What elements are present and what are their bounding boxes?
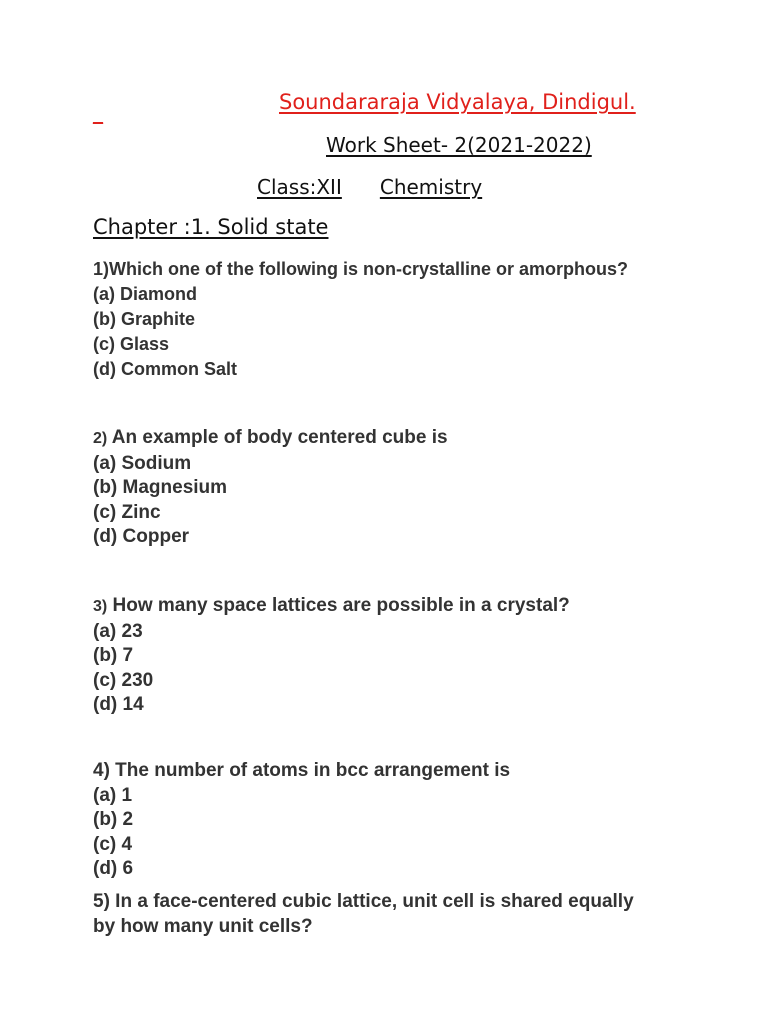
option-c: (c) Zinc xyxy=(93,501,161,523)
subject-label: Chemistry xyxy=(379,175,483,199)
option-c: (c) Glass xyxy=(93,334,170,354)
question-stem xyxy=(93,257,628,282)
option-d: (d) Copper xyxy=(93,526,190,547)
header-marker: _ xyxy=(93,100,103,124)
question-4 xyxy=(93,759,510,882)
question-3 xyxy=(93,594,570,718)
question-number: 1) xyxy=(93,259,110,279)
option-c: (c) 4 xyxy=(93,833,133,855)
question-stem xyxy=(93,759,510,784)
question-text: An example of body centered cube is xyxy=(107,427,448,448)
option-a: (a) 23 xyxy=(93,620,143,642)
worksheet-title: Work Sheet- 2(2021-2022) xyxy=(326,133,592,157)
question-text: In a face-centered cubic lattice, unit cell is shared equally by how many unit cells? xyxy=(93,891,634,937)
question-stem xyxy=(93,426,448,452)
question-1 xyxy=(93,257,628,382)
question-number: 4) xyxy=(93,760,110,781)
option-b: (b) Magnesium xyxy=(93,477,228,498)
option-d: (d) Common Salt xyxy=(93,359,237,379)
question-number: 2) xyxy=(93,430,108,447)
option-d: (d) 14 xyxy=(93,694,144,715)
option-b: (b) 2 xyxy=(93,809,134,830)
class-subject-line xyxy=(257,175,482,199)
option-d: (d) 6 xyxy=(93,858,134,879)
question-2 xyxy=(93,426,448,550)
class-label: Class:XII xyxy=(257,175,342,199)
option-a: (a) Sodium xyxy=(93,452,192,474)
chapter-title: Chapter :1. Solid state xyxy=(93,215,329,239)
question-number: 3) xyxy=(93,598,108,615)
option-c: (c) 230 xyxy=(93,669,154,691)
option-b: (b) Graphite xyxy=(93,309,195,329)
option-a: (a) Diamond xyxy=(93,284,198,304)
question-stem xyxy=(93,889,653,939)
question-number: 5) xyxy=(93,891,110,912)
question-text: The number of atoms in bcc arrangement is xyxy=(109,760,511,781)
question-text: Which one of the following is non-crystalline or amorphous? xyxy=(109,259,629,279)
school-title: Soundararaja Vidyalaya, Dindigul. xyxy=(279,90,636,114)
question-text: How many space lattices are possible in a crystal? xyxy=(107,595,570,616)
option-b: (b) 7 xyxy=(93,645,134,666)
question-stem xyxy=(93,594,570,620)
question-5 xyxy=(93,889,653,939)
option-a: (a) 1 xyxy=(93,784,133,806)
